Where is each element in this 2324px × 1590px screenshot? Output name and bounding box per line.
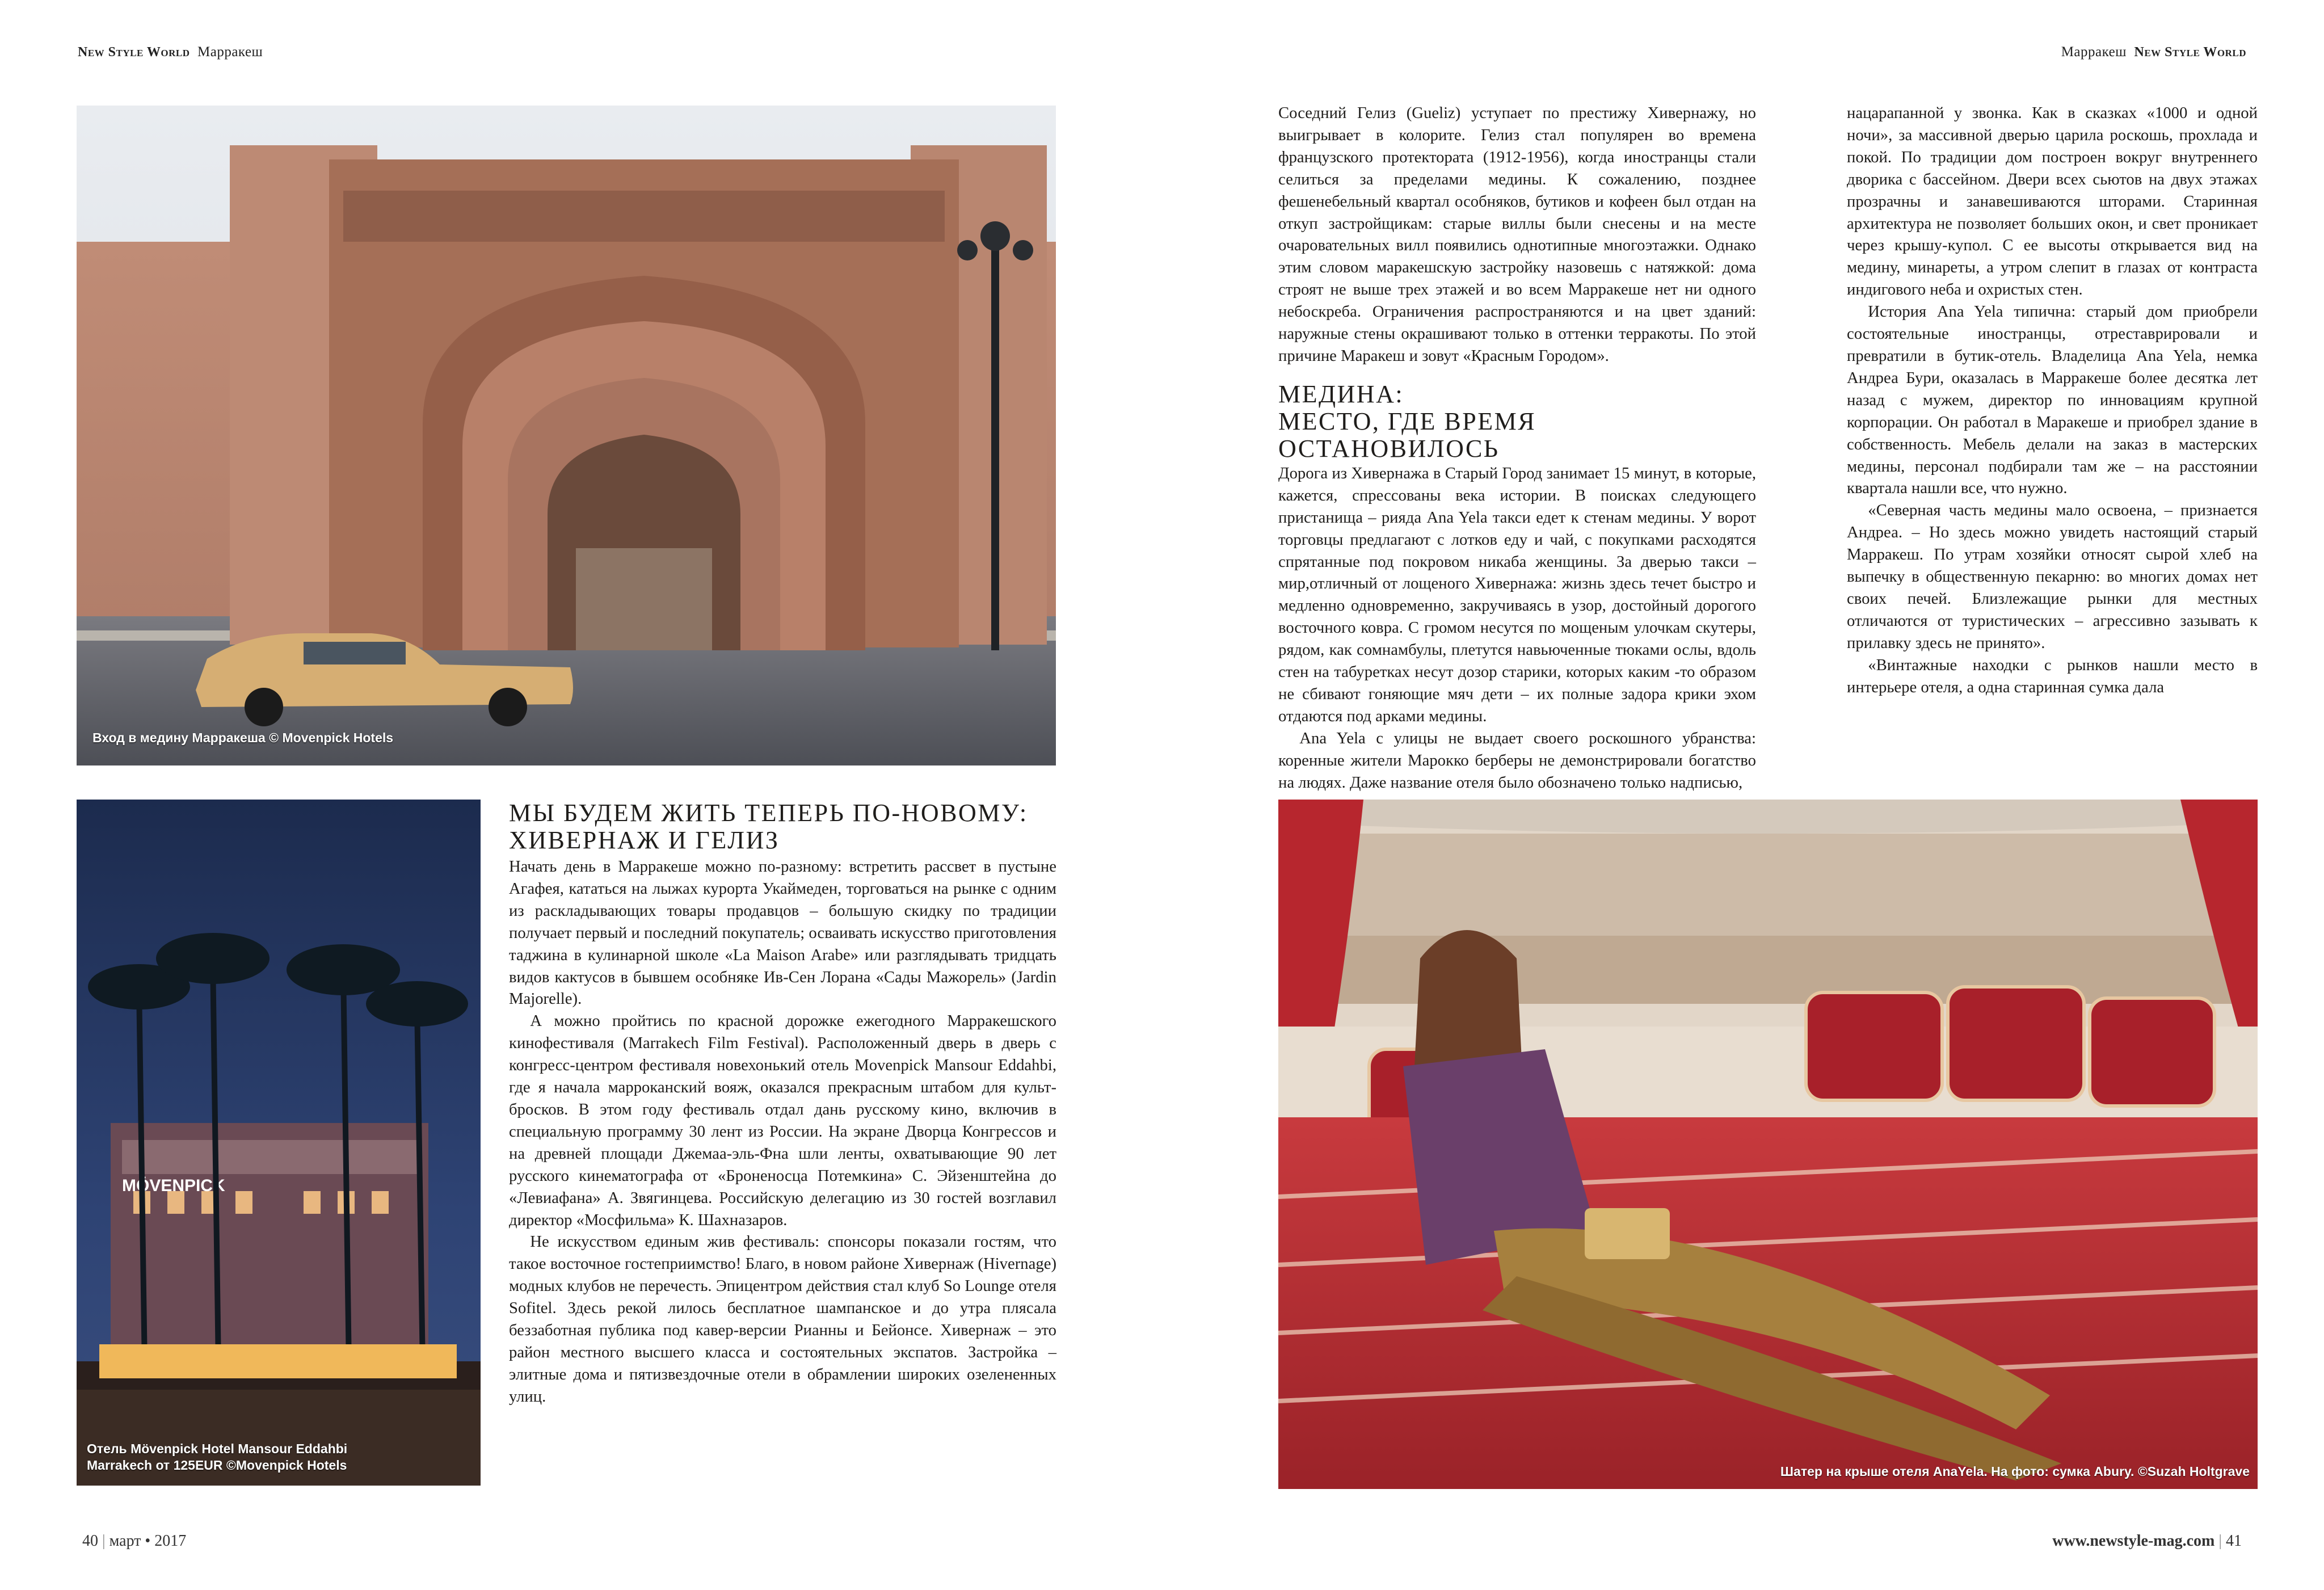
heading-line2: МЕСТО, ГДЕ ВРЕМЯ ОСТАНОВИЛОСЬ <box>1278 407 1536 462</box>
section-name: Марракеш <box>197 44 263 60</box>
website-url: www.newstyle-mag.com <box>2052 1532 2215 1550</box>
folio-right <box>2052 1532 2242 1550</box>
heading-medina <box>1278 381 1756 462</box>
paragraph: Соседний Гелиз (Gueliz) уступает по престижу Хивернажу, но выигрывает в колорите. Гелиз стал популярен во времена французского протектората (1912-1956), когда иностранцы стали селиться за пределами медины. К сожалению, позднее фешенебельный квартал особняков, бутиков и кофеен был отдан на откуп застройщикам: старые виллы были снесены и на месте очаровательных вилл появились однотипные многоэтажки. Однако этим словом маракешскую застройку назовешь с натяжкой: дома строят не выше трех этажей и во всем Марракеше нет ни одного небоскреба. Ограничения распространяются и на цвет зданий: наружные стены окрашивают только в оттенки терракоты. По этой причине Маракеш и зовут «Красным Городом». <box>1278 104 1756 365</box>
caption-hotel <box>87 1441 347 1474</box>
photo-hotel-night <box>77 800 481 1486</box>
paragraph: Начать день в Марракеше можно по-разному: встретить рассвет в пустыне Агафея, кататься на лыжах курорта Укаймеден, торговаться на рынке с одним из раскладывающих товары продавцов – большую скидку по традиции получает первый и последний покупатель; осваивать искусство приготовления таджина в кулинарной школе «La Maison Arabe» или разглядывать тридцать видов кактусов в бывшем особняке Ив-Сен Лорана «Сады Мажорель» (Jardin Majorelle). <box>509 857 1056 1008</box>
folio-left <box>82 1532 186 1550</box>
article-column-right-b <box>1847 102 2258 698</box>
photo-medina-gate <box>77 106 1056 765</box>
paragraph: А можно пройтись по красной дорожке ежегодного Марракешского кинофестиваля (Marrakech Film Festival). Расположенный дверь в дверь с конгресс-центром фестиваля новехонький отель Movenpick Mansour Eddahbi, где я начала марроканский вояж, оказался прекрасным штабом для культ-бросков. В этом году фестиваль отдал дань русскому кино, включив в специальную программу 30 лент из России. На экране Дворца Конгрессов и на древней площади Джемаа-эль-Фна шли ленты, охватывающие 90 лет русского кинематографа от «Броненосца Потемкина» С. Эйзенштейна до «Левиафана» А. Звягинцева. Российскую делегацию из 30 гостей возглавил директор «Мосфильма» К. Шахназаров. <box>509 1012 1056 1229</box>
caption-medina-gate: Вход в медину Марракеша © Movenpick Hotels <box>92 730 394 745</box>
running-head-right <box>2061 44 2246 60</box>
paragraph: Ana Yela с улицы не выдает своего роскошного убранства: коренные жители Марокко берберы не демонстрировали богатство на людях. Даже название отеля было обозначено только надписью, <box>1278 729 1756 792</box>
paragraph: Дорога из Хивернажа в Старый Город занимает 15 минут, в которые, кажется, спрессованы века истории. В поисках следующего пристанища – рияда Ana Yela такси едет к стенам медины. У ворот торговцы предлагают с лотков еду и чай, с покупками расходятся спрятанные под покровом никаба женщины. За дверью такси – мир,отличный от лощеного Хивернажа: жизнь здесь течет быстро и медленно одновременно, закручиваясь в узор, достойный дорогого восточного ковра. С громом несутся по мощеным улочкам скутеры, рядом, как сомнамбулы, плетутся навьюченные тюками ослы, вдоль стен на табуретках несут дозор старики, которых каким -то образом не сбивают гоняющие мяч дети – их полные задора крики эхом отдаются под арками медины. <box>1278 464 1756 725</box>
heading-line1: МЕДИНА: <box>1278 380 1404 408</box>
hotel-sign: MÖVENPICK <box>122 1176 225 1195</box>
caption-rooftop-tent: Шатер на крыше отеля AnaYela. На фото: сумка Abury. ©Suzah Holtgrave <box>1780 1464 2250 1479</box>
paragraph: История Ana Yela типична: старый дом приобрели состоятельные иностранцы, отреставрировали и превратили в бутик-отель. Владелица Ana Yela, немка Андреа Бури, оказалась в Марракеше более десятка лет назад с мужем, директор по инновациям крупной корпорации. Он работал в Маракеше и приобрел здание в собственность. Мебель делали на заказ в мастерских медины, персонал подбирали там же – на расстоянии квартала нашли все, что нужно. <box>1847 302 2258 498</box>
caption-hotel-line1: Отель Mövenpick Hotel Mansour Eddahbi <box>87 1441 348 1456</box>
article-column-right-a <box>1278 102 1756 793</box>
article-column-left <box>509 856 1056 1408</box>
paragraph: «Северная часть медины мало освоена, – признается Андреа. – Но здесь можно увидеть настоящий старый Марракеш. По утрам хозяйки относят сырой хлеб на выпечку в общественную пекарню: во многих домах нет своих печей. Близлежащие рынки для местных отличаются от туристических – агрессивно зазывать к прилавку здесь не принято». <box>1847 501 2258 652</box>
section-name: Марракеш <box>2061 44 2127 60</box>
rooftop-tent-image <box>1278 800 2258 1489</box>
folio-separator: | <box>102 1532 106 1550</box>
photo-rooftop-tent <box>1278 800 2258 1489</box>
heading-line1: МЫ БУДЕМ ЖИТЬ ТЕПЕРЬ ПО-НОВОМУ: <box>509 799 1028 827</box>
running-head-left <box>78 44 263 60</box>
issue-date: март • 2017 <box>109 1532 187 1550</box>
magazine-brand: New Style World <box>78 45 190 60</box>
paragraph: Не искусством единым жив фестиваль: спонсоры показали гостям, что такое восточное гостеприимство! Благо, в новом районе Хивернаж (Hivernage) модных клубов не перечесть. Эпицентром действия стал клуб So Lounge отеля Sofitel. Здесь рекой лилось бесплатное шампанское и до утра плясала беззаботная публика под кавер-версии Рианны и Бейонсе. Хивернаж – это район местного высшего класса и состоятельных экспатов. Застройка – элитные дома и пятизвездочные отели в обрамлении широких озелененных улиц. <box>509 1233 1056 1406</box>
medina-gate-image <box>77 106 1056 765</box>
paragraph: нацарапанной у звонка. Как в сказках «1000 и одной ночи», за массивной дверью царила роскошь, прохлада и покой. По традиции дом построен вокруг внутреннего дворика с бассейном. Двери всех сьютов на двух этажах прозрачны и занавешиваются шторами. Старинная архитектура не позволяет больших окон, и свет проникает через крышу-купол. С ее высоты открывается вид на медину, минареты, а утром слепит в глазах от контраста индигового неба и охристых стен. <box>1847 104 2258 299</box>
magazine-brand: New Style World <box>2134 45 2246 60</box>
page-number: 40 <box>82 1532 98 1550</box>
paragraph: «Винтажные находки с рынков нашли место в интерьере отеля, а одна старинная сумка дала <box>1847 655 2258 696</box>
heading-hivernage-gueliz <box>509 800 1056 854</box>
page-number: 41 <box>2226 1532 2242 1550</box>
folio-separator: | <box>2218 1532 2222 1550</box>
heading-line2: ХИВЕРНАЖ И ГЕЛИЗ <box>509 826 780 854</box>
hotel-night-image <box>77 800 481 1486</box>
caption-hotel-line2: Marrakech от 125EUR ©Movenpick Hotels <box>87 1458 347 1473</box>
